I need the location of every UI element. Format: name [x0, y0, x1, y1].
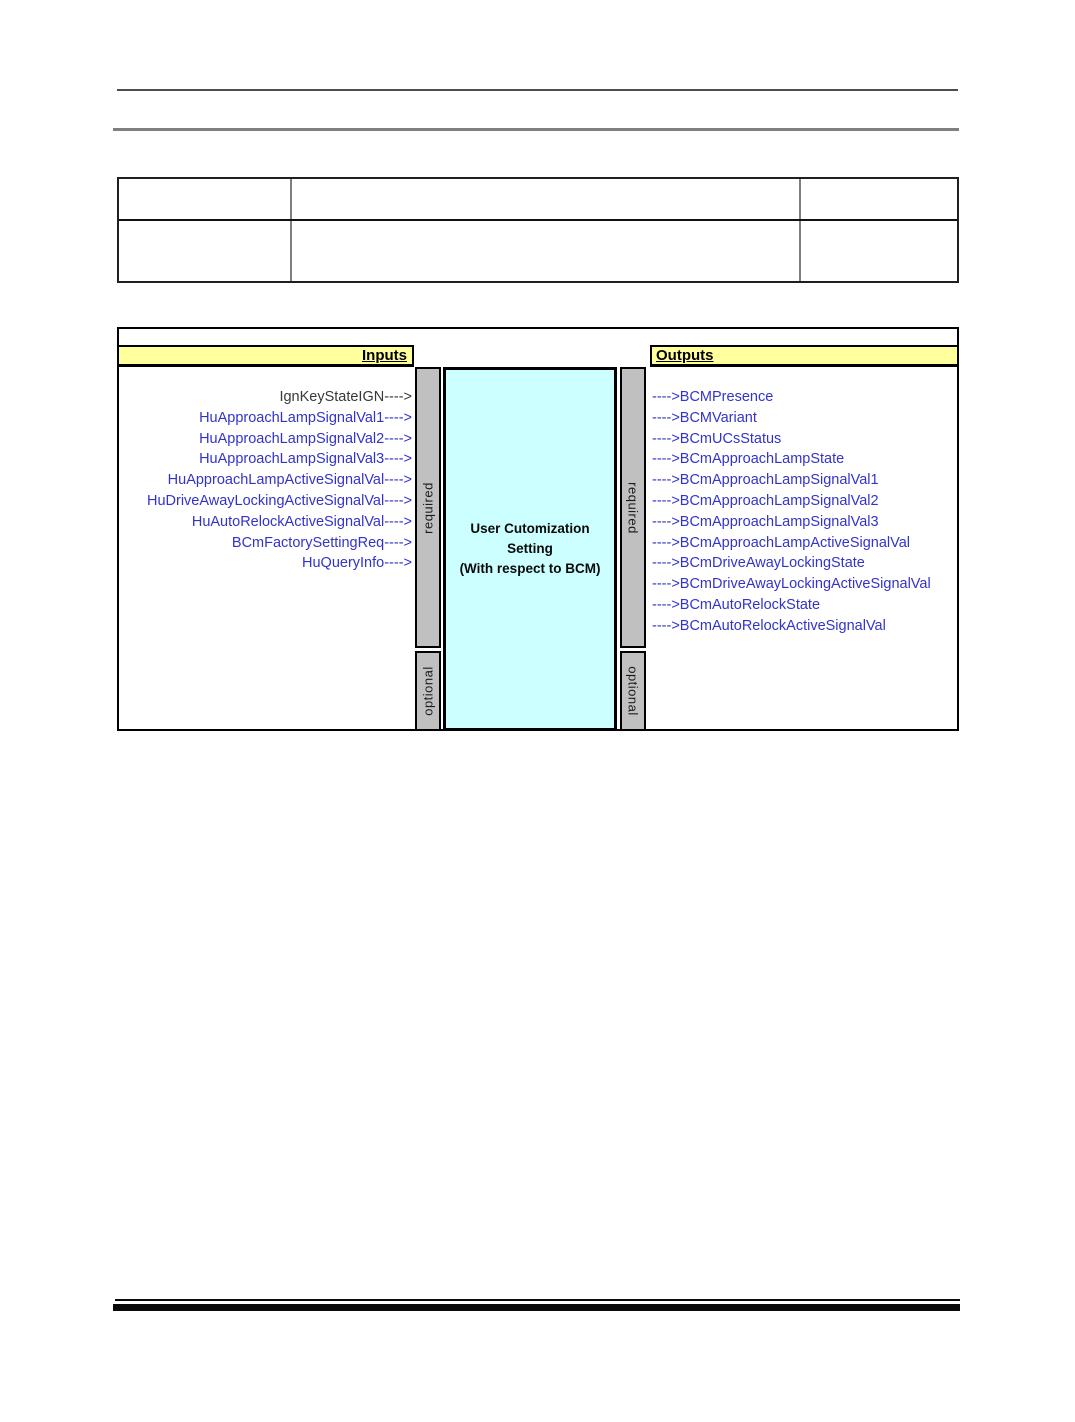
input-signal: HuAutoRelockActiveSignalVal---->: [191, 513, 412, 530]
output-signal: ---->BCmUCsStatus: [652, 430, 782, 447]
table-cell: [119, 179, 290, 219]
output-signal: ---->BCmDriveAwayLockingState: [652, 555, 865, 572]
input-signal: BCmFactorySettingReq---->: [231, 534, 412, 551]
input-signal: HuApproachLampSignalVal3---->: [199, 451, 412, 468]
table-cell: [799, 221, 957, 281]
component-box: [443, 367, 617, 731]
output-signal: ---->BCmApproachLampState: [652, 451, 845, 468]
right-optional-rail: [620, 651, 646, 731]
table-cell: [799, 179, 957, 219]
table-row: [119, 219, 957, 281]
optional-label: optional: [420, 666, 436, 716]
output-signal: ---->BCmAutoRelockActiveSignalVal: [652, 617, 886, 634]
outputs-header-label: Outputs: [656, 346, 714, 364]
output-signal: ---->BCmAutoRelockState: [652, 596, 821, 613]
inputs-header-bar: [117, 345, 414, 367]
input-signal-list: [119, 387, 412, 574]
component-title-line: Setting: [507, 541, 553, 556]
required-label: required: [420, 481, 436, 534]
header-rule-thick: [113, 128, 959, 131]
input-signal: HuQueryInfo---->: [302, 555, 412, 572]
outputs-header-bar: [650, 345, 959, 367]
output-signal: ---->BCmApproachLampSignalVal1: [652, 472, 879, 489]
footer-rule-thick: [113, 1304, 960, 1311]
input-signal: HuDriveAwayLockingActiveSignalVal---->: [146, 492, 412, 509]
table-cell: [119, 221, 290, 281]
input-signal: HuApproachLampSignalVal2---->: [199, 430, 412, 447]
inputs-header-label: Inputs: [362, 346, 407, 364]
output-signal-list: [652, 387, 956, 637]
table-cell: [290, 179, 799, 219]
output-signal: ---->BCmDriveAwayLockingActiveSignalVal: [652, 576, 931, 593]
optional-label: optional: [625, 666, 641, 716]
component-title-line: (With respect to BCM): [459, 561, 601, 576]
input-signal: HuApproachLampSignalVal1---->: [199, 409, 412, 426]
output-signal: ---->BCmApproachLampActiveSignalVal: [652, 534, 911, 551]
component-title-line: User Cutomization: [470, 521, 590, 536]
output-signal: ---->BCmApproachLampSignalVal2: [652, 492, 879, 509]
right-required-rail: [620, 367, 646, 648]
output-signal: ---->BCmApproachLampSignalVal3: [652, 513, 879, 530]
footer-rule-thin: [115, 1299, 960, 1301]
left-required-rail: [415, 367, 441, 648]
input-signal: HuApproachLampActiveSignalVal---->: [167, 472, 412, 489]
header-table: [117, 177, 959, 283]
table-cell: [290, 221, 799, 281]
left-optional-rail: [415, 651, 441, 731]
output-signal: ---->BCMVariant: [652, 409, 757, 426]
table-row: [119, 179, 957, 219]
output-signal: ---->BCMPresence: [652, 389, 774, 405]
header-rule-thin: [117, 89, 958, 91]
interface-diagram: [117, 327, 959, 731]
input-signal: IgnKeyStateIGN---->: [279, 389, 412, 405]
required-label: required: [625, 481, 641, 534]
